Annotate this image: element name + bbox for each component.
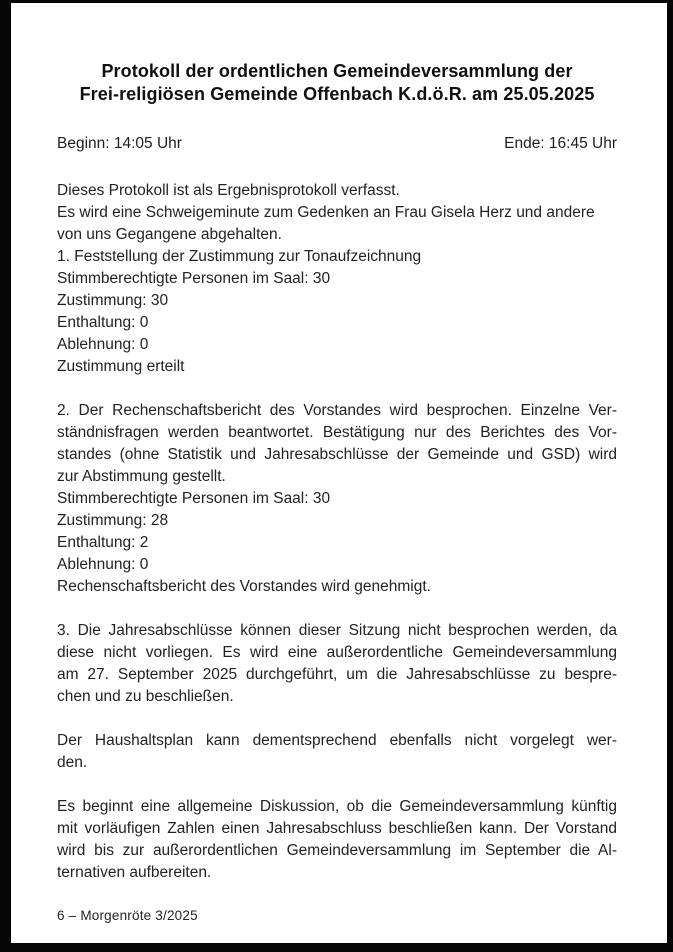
paragraph xyxy=(57,730,617,774)
text-line: Dieses Protokoll ist als Ergebnisprotokoll verfasst. xyxy=(57,182,400,199)
text-line: von uns Gegangene abgehalten. xyxy=(57,226,282,243)
text-line: Ablehnung: 0 xyxy=(57,556,149,573)
paragraph xyxy=(57,180,617,378)
text-line: Es beginnt eine allgemeine Diskussion, ob die Gemeindeversammlung künftig xyxy=(57,798,617,815)
session-times-row xyxy=(57,133,617,155)
document-title-line-1: Protokoll der ordentlichen Gemeindeversammlung der xyxy=(101,61,573,81)
text-line: Enthaltung: 2 xyxy=(57,534,149,551)
text-line: mit vorläufigen Zahlen einen Jahresabschluss beschließen kann. Der Vorstand xyxy=(57,820,617,837)
text-line: Ablehnung: 0 xyxy=(57,336,149,353)
text-line: zur Abstimmung gestellt. xyxy=(57,468,226,485)
text-line: ternativen aufbereiten. xyxy=(57,864,212,881)
text-line: wird bis zur außerordentlichen Gemeindeversammlung im September die Al- xyxy=(57,842,617,859)
text-line: 2. Der Rechenschaftsbericht des Vorstandes wird besprochen. Einzelne Ver- xyxy=(57,402,617,419)
text-line: Der Haushaltsplan kann dementsprechend ebenfalls nicht vorgelegt wer- xyxy=(57,732,617,749)
text-line: 1. Feststellung der Zustimmung zur Tonaufzeichnung xyxy=(57,248,422,265)
page-footer: 6 – Morgenröte 3/2025 xyxy=(57,908,198,923)
text-line: am 27. September 2025 durchgeführt, um die Jahresabschlüsse zu bespre- xyxy=(57,666,617,683)
text-line: Rechenschaftsbericht des Vorstandes wird genehmigt. xyxy=(57,578,431,595)
text-line: Stimmberechtigte Personen im Saal: 30 xyxy=(57,490,331,507)
text-line: den. xyxy=(57,754,88,771)
text-line: Zustimmung erteilt xyxy=(57,358,185,375)
paragraph xyxy=(57,400,617,488)
text-line: chen und zu beschließen. xyxy=(57,688,234,705)
text-line: diese nicht vorliegen. Es wird eine außerordentliche Gemeindeversammlung xyxy=(57,644,617,661)
text-line: Zustimmung: 30 xyxy=(57,292,169,309)
document-title xyxy=(57,60,617,106)
text-line: standes (ohne Statistik und Jahresabschlüsse der Gemeinde und GSD) wird xyxy=(57,446,617,463)
text-line: Stimmberechtigte Personen im Saal: 30 xyxy=(57,270,331,287)
text-line: Enthaltung: 0 xyxy=(57,314,149,331)
document-content xyxy=(57,60,617,884)
document-title-line-2: Frei-religiösen Gemeinde Offenbach K.d.ö.R. am 25.05.2025 xyxy=(79,84,595,104)
document-body xyxy=(57,180,617,884)
text-line: ständnisfragen werden beantwortet. Bestätigung nur des Berichtes des Vor- xyxy=(57,424,617,441)
text-line: Zustimmung: 28 xyxy=(57,512,169,529)
text-line: Es wird eine Schweigeminute zum Gedenken an Frau Gisela Herz und andere xyxy=(57,204,595,221)
begin-time-label: Beginn: 14:05 Uhr xyxy=(57,135,182,152)
text-line: 3. Die Jahresabschlüsse können dieser Sitzung nicht besprochen werden, da xyxy=(57,622,617,639)
paragraph xyxy=(57,796,617,884)
paragraph xyxy=(57,620,617,708)
document-page xyxy=(11,3,667,943)
paragraph xyxy=(57,488,617,598)
end-time-label: Ende: 16:45 Uhr xyxy=(504,135,617,152)
